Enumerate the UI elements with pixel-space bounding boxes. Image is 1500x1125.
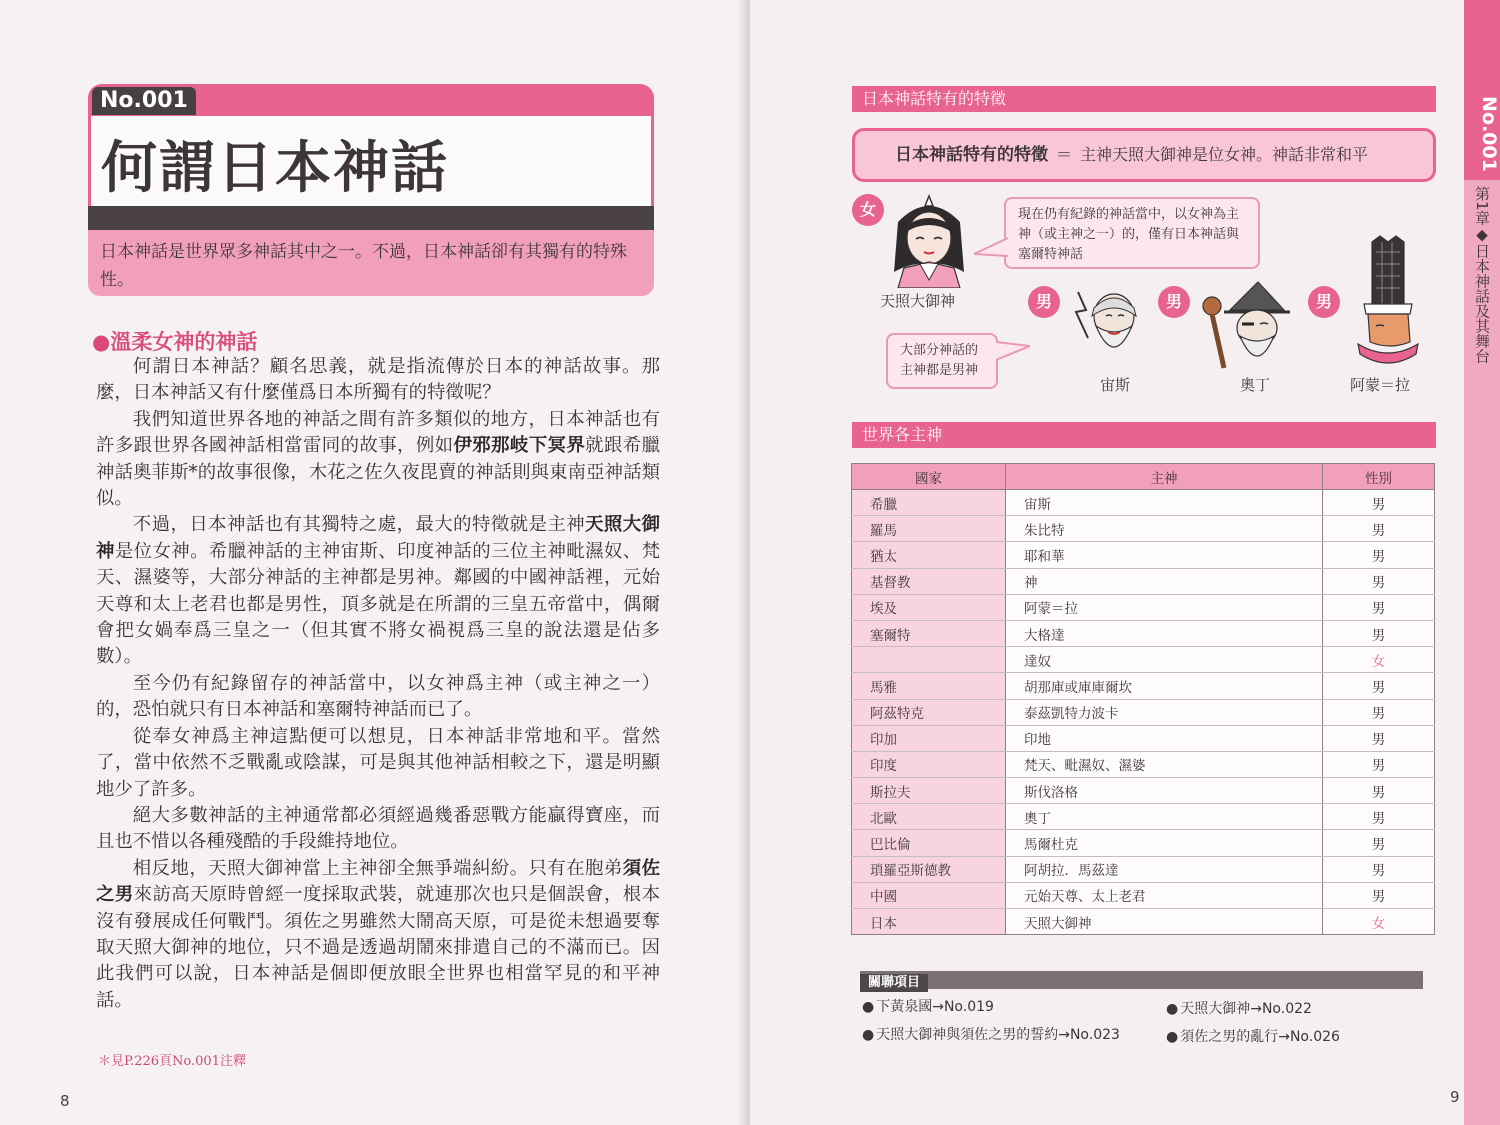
- cell-gender: 男: [1323, 673, 1435, 699]
- body-paragraph: [96, 407, 660, 513]
- table-row: [852, 490, 1435, 516]
- text-run: 相反地，天照大御神當上主神卻全無爭端糾紛。只有在胞弟: [132, 857, 623, 879]
- related-heading: 關聯項目: [860, 974, 928, 992]
- cell-god: 馬爾杜克: [1006, 830, 1323, 856]
- cell-country: 斯拉夫: [852, 778, 1006, 804]
- bold-term: 伊邪那岐下冥界: [453, 435, 586, 457]
- cell-country: 巴比倫: [852, 830, 1006, 856]
- badge-female: 女: [852, 194, 884, 226]
- cell-gender: 男: [1323, 725, 1435, 751]
- cell-gender: 男: [1323, 830, 1435, 856]
- bubble-male-tail: [996, 340, 1030, 364]
- cell-country: 希臘: [852, 490, 1006, 516]
- cell-gender: 男: [1323, 804, 1435, 830]
- cell-gender: 男: [1323, 568, 1435, 594]
- side-entry-number: No.001: [1478, 96, 1500, 172]
- cell-god: 朱比特: [1006, 516, 1323, 542]
- text-run: 就跟希臘神話奧菲斯*的故事很像，木花之佐久夜毘賣的神話則與東南亞神話類似。: [96, 435, 660, 510]
- body-paragraph: [96, 512, 660, 670]
- table-row: [852, 830, 1435, 856]
- bubble-female-tail: [974, 236, 1008, 260]
- col-header-gender: 性別: [1323, 464, 1435, 490]
- cell-god: 天照大御神: [1006, 909, 1323, 935]
- page-number-left: 8: [60, 1092, 70, 1110]
- table-row: [852, 804, 1435, 830]
- cell-country: 馬雅: [852, 673, 1006, 699]
- table-header-row: [852, 464, 1435, 490]
- section-heading: ●溫柔女神的神話: [92, 330, 258, 354]
- label-zeus: 宙斯: [1100, 376, 1131, 394]
- text-run: 何謂日本神話？顧名思義，就是指流傳於日本的神話故事。那麼，日本神話又有什麼僅爲日本所獨有的特徵呢？: [96, 356, 660, 404]
- feature-value: 主神天照大御神是位女神。神話非常和平: [1080, 145, 1369, 164]
- cell-country: 猶太: [852, 542, 1006, 568]
- related-link-4[interactable]: ● 須佐之男的亂行→No.026: [1166, 1029, 1340, 1045]
- body-paragraph: [96, 671, 660, 724]
- body-paragraph: [96, 354, 660, 407]
- badge-male-amun: 男: [1308, 286, 1340, 318]
- related-link-1[interactable]: ● 下黃泉國→No.019: [862, 999, 994, 1015]
- text-run: 不過，日本神話也有其獨特之處，最大的特徵就是主神: [132, 514, 586, 536]
- bubble-female-text: 現在仍有紀錄的神話當中，以女神為主神（或主神之一）的，僅有日本神話與塞爾特神話: [1004, 197, 1260, 269]
- table-row: [852, 568, 1435, 594]
- cell-gender: 女: [1323, 909, 1435, 935]
- label-amun-ra: 阿蒙＝拉: [1350, 376, 1411, 394]
- table-row: [852, 778, 1435, 804]
- cell-country: 阿茲特克: [852, 699, 1006, 725]
- cell-god: 達奴: [1006, 647, 1323, 673]
- gods-heading: 世界各主神: [852, 422, 1436, 448]
- cell-country: 印度: [852, 751, 1006, 777]
- bubble-male-text: 大部分神話的主神都是男神: [886, 333, 998, 389]
- label-odin: 奧丁: [1240, 376, 1271, 394]
- side-chapter-title: 第1章◆日本神話及其舞台: [1473, 186, 1491, 364]
- cell-god: 奧丁: [1006, 804, 1323, 830]
- intro-text: 日本神話是世界眾多神話其中之一。不過，日本神話卻有其獨有的特殊性。: [88, 230, 654, 296]
- cell-god: 斯伐洛格: [1006, 778, 1323, 804]
- text-run: 是位女神。希臘神話的主神宙斯、印度神話的三位主神毗濕奴、梵天、濕婆等，大部分神話的主神都是男神。鄰國的中國神話裡，元始天尊和太上老君也都是男性，頂多就是在所謂的三皇五帝當中，偶爾會把女媧奉爲三皇之一（但其實不將女禍視爲三皇的說法還是佔多數）。: [96, 540, 660, 668]
- title-top-bar: [88, 84, 654, 116]
- text-run: 絕大多數神話的主神通常都必須經過幾番惡戰方能贏得寶座，而且也不惜以各種殘酷的手段維持地位。: [96, 804, 660, 853]
- label-amaterasu: 天照大御神: [880, 292, 956, 310]
- cell-country: 塞爾特: [852, 620, 1006, 646]
- cell-gender: 男: [1323, 778, 1435, 804]
- cell-country: 北歐: [852, 804, 1006, 830]
- table-row: [852, 594, 1435, 620]
- cell-country: 瑣羅亞斯德教: [852, 856, 1006, 882]
- body-text: [96, 354, 660, 1014]
- cell-gender: 男: [1323, 490, 1435, 516]
- page-number-right: 9: [1450, 1088, 1460, 1106]
- cell-god: 元始天尊、太上老君: [1006, 882, 1323, 908]
- feature-summary: [852, 128, 1436, 182]
- cell-gender: 男: [1323, 699, 1435, 725]
- cell-gender: 男: [1323, 856, 1435, 882]
- cell-god: 耶和華: [1006, 542, 1323, 568]
- cell-country: 羅馬: [852, 516, 1006, 542]
- table-row: [852, 620, 1435, 646]
- amaterasu-illustration: [886, 192, 972, 288]
- bold-term: 天照大御神: [96, 514, 660, 562]
- table-row: [852, 751, 1435, 777]
- table-row: [852, 882, 1435, 908]
- text-run: 我們知道世界各地的神話之間有許多類似的地方，日本神話也有許多跟世界各國神話相當雷同的故事，例如: [96, 408, 660, 457]
- table-row: [852, 647, 1435, 673]
- gods-table-body: [852, 490, 1435, 935]
- cell-gender: 男: [1323, 542, 1435, 568]
- cell-gender: 男: [1323, 751, 1435, 777]
- table-row: [852, 725, 1435, 751]
- feature-key: 日本神話特有的特徵: [895, 145, 1048, 165]
- title-divider: [88, 206, 654, 230]
- cell-country: 印加: [852, 725, 1006, 751]
- text-run: 至今仍有紀錄留存的神話當中，以女神爲主神（或主神之一）的，恐怕就只有日本神話和塞爾特神話而已了。: [96, 672, 660, 721]
- entry-number: No.001: [92, 87, 196, 115]
- odin-illustration: [1194, 276, 1298, 374]
- cell-country: [852, 647, 1006, 673]
- body-paragraph: [96, 803, 660, 856]
- related-link-3[interactable]: ● 天照大御神與須佐之男的誓約→No.023: [862, 1027, 1120, 1043]
- amun-ra-illustration: [1350, 232, 1430, 372]
- cell-god: 大格達: [1006, 620, 1323, 646]
- col-header-god: 主神: [1006, 464, 1323, 490]
- zeus-illustration: [1068, 282, 1148, 372]
- cell-gender: 男: [1323, 882, 1435, 908]
- cell-country: 日本: [852, 909, 1006, 935]
- text-run: 來訪高天原時曾經一度採取武裝，就連那次也只是個誤會，根本沒有發展成任何戰鬥。須佐之男雖然大鬧高天原，可是從未想過要奪取天照大御神的地位，只不過是透過胡鬧來排遣自己的不滿而已。因此我們可以說，日本神話是個即便放眼全世界也相當罕見的和平神話。: [96, 884, 660, 1011]
- cell-god: 梵天、毗濕奴、濕婆: [1006, 751, 1323, 777]
- table-row: [852, 856, 1435, 882]
- features-heading: 日本神話特有的特徵: [852, 86, 1436, 112]
- table-row: [852, 516, 1435, 542]
- page-title: 何謂日本神話: [101, 136, 449, 201]
- cell-country: 中國: [852, 882, 1006, 908]
- cell-god: 胡那庫或庫庫爾坎: [1006, 673, 1323, 699]
- footnote: ＊見P.226頁No.001注釋: [98, 1054, 246, 1069]
- cell-god: 泰茲凱特力波卡: [1006, 699, 1323, 725]
- feature-eq: ＝: [1056, 145, 1073, 164]
- text-run: 從奉女神爲主神這點便可以想見，日本神話非常地和平。當然了，當中依然不乏戰亂或陰謀，可是與其他神話相較之下，還是明顯地少了許多。: [96, 725, 660, 800]
- cell-god: 阿蒙＝拉: [1006, 594, 1323, 620]
- bold-term: 須佐之男: [96, 857, 660, 906]
- cell-god: 神: [1006, 568, 1323, 594]
- title-box: [88, 84, 654, 296]
- cell-god: 阿胡拉．馬茲達: [1006, 856, 1323, 882]
- related-heading-bar: [860, 971, 1423, 989]
- table-row: [852, 909, 1435, 935]
- gods-table: [851, 463, 1435, 935]
- title-panel: [88, 116, 654, 206]
- cell-god: 宙斯: [1006, 490, 1323, 516]
- related-link-2[interactable]: ● 天照大御神→No.022: [1166, 1001, 1312, 1017]
- cell-country: 基督教: [852, 568, 1006, 594]
- cell-country: 埃及: [852, 594, 1006, 620]
- body-paragraph: [96, 724, 660, 803]
- cell-god: 印地: [1006, 725, 1323, 751]
- table-row: [852, 673, 1435, 699]
- cell-gender: 女: [1323, 647, 1435, 673]
- cell-gender: 男: [1323, 620, 1435, 646]
- cell-gender: 男: [1323, 516, 1435, 542]
- col-header-country: 國家: [852, 464, 1006, 490]
- table-row: [852, 542, 1435, 568]
- body-paragraph: [96, 856, 660, 1014]
- badge-male-zeus: 男: [1028, 286, 1060, 318]
- table-row: [852, 699, 1435, 725]
- cell-gender: 男: [1323, 594, 1435, 620]
- badge-male-odin: 男: [1158, 286, 1190, 318]
